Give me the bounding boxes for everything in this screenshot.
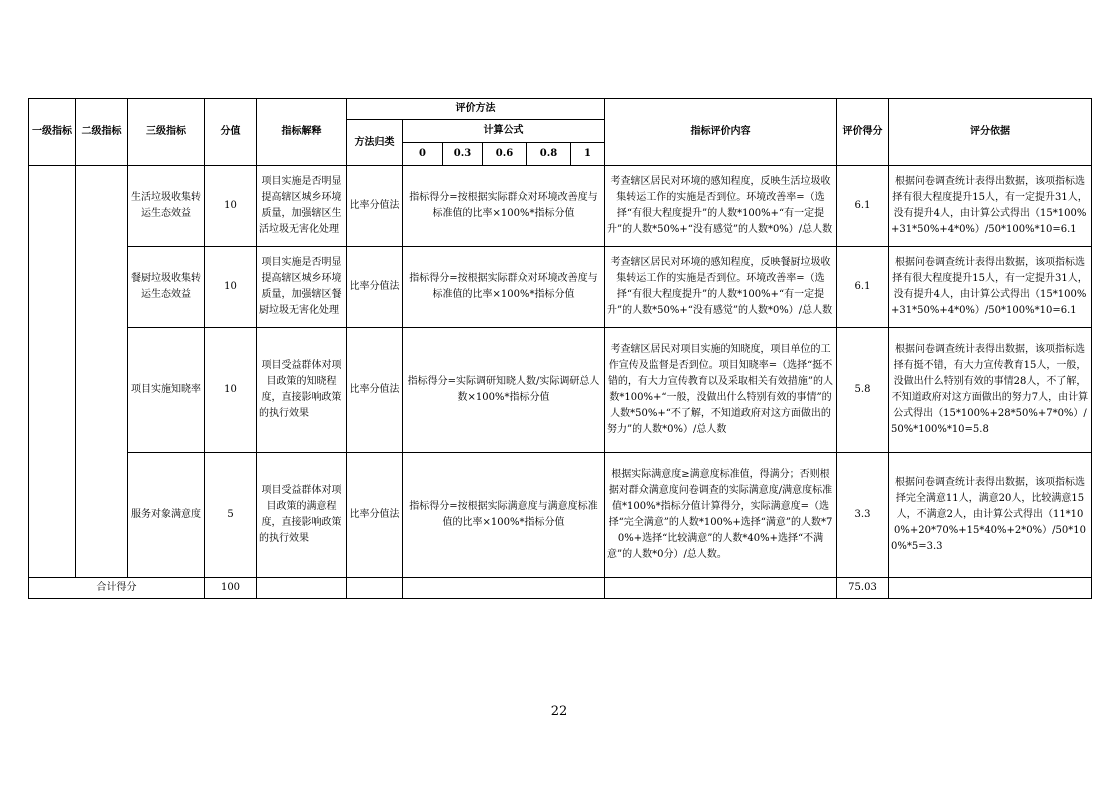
header-score: 分值 (205, 99, 257, 166)
total-empty-basis (889, 578, 1092, 599)
header-level2: 二级指标 (76, 99, 128, 166)
indicator-score: 10 (205, 328, 257, 453)
indicator-explanation: 项目受益群体对项目政策的满意程度，直接影响政策的执行效果 (257, 453, 347, 578)
total-empty-formula (403, 578, 605, 599)
total-empty-explanation (257, 578, 347, 599)
formula: 指标得分=按根据实际群众对环境改善度与标准值的比率×100%*指标分值 (403, 166, 605, 247)
indicator-name: 餐厨垃圾收集转运生态效益 (128, 247, 205, 328)
indicator-score: 10 (205, 166, 257, 247)
formula: 指标得分=实际调研知晓人数/实际调研总人数×100%*指标分值 (403, 328, 605, 453)
evaluation-result: 3.3 (837, 453, 889, 578)
method-type: 比率分值法 (347, 328, 403, 453)
scoring-basis: 根据问卷调查统计表得出数据，该项指标选择有很大程度提升15人，有一定提升31人，没有提升4人，由计算公式得出（15*100%+31*50%+4*0%）/50*100%*10=6.1 (889, 166, 1092, 247)
method-type: 比率分值法 (347, 166, 403, 247)
indicator-explanation: 项目实施是否明显提高辖区城乡环境质量，加强辖区生活垃圾无害化处理 (257, 166, 347, 247)
table-row (29, 453, 1092, 578)
level2-cell (76, 166, 128, 578)
evaluation-content: 考查辖区居民对环境的感知程度，反映生活垃圾收集转运工作的实施是否到位。环境改善率=（选择“有很大程度提升”的人数*100%+“有一定提升”的人数*50%+“没有感觉”的人数*0%）/总人数 (605, 166, 837, 247)
indicator-name: 服务对象满意度 (128, 453, 205, 578)
evaluation-result: 6.1 (837, 166, 889, 247)
method-type: 比率分值法 (347, 453, 403, 578)
header-coef-1: 0.3 (443, 143, 483, 166)
header-eval-method: 评价方法 (347, 99, 605, 120)
header-basis: 评分依据 (889, 99, 1092, 166)
indicator-score: 5 (205, 453, 257, 578)
scoring-basis: 根据问卷调查统计表得出数据，该项指标选择有很大程度提升15人，有一定提升31人，没有提升4人，由计算公式得出（15*100%+31*50%+4*0%）/50*100%*10=6.1 (889, 247, 1092, 328)
page-number: 22 (550, 704, 568, 719)
total-row (29, 578, 1092, 599)
header-explanation: 指标解释 (257, 99, 347, 166)
indicator-name: 生活垃圾收集转运生态效益 (128, 166, 205, 247)
indicator-explanation: 项目受益群体对项目政策的知晓程度，直接影响政策的执行效果 (257, 328, 347, 453)
formula: 指标得分=按根据实际群众对环境改善度与标准值的比率×100%*指标分值 (403, 247, 605, 328)
method-type: 比率分值法 (347, 247, 403, 328)
total-score: 100 (205, 578, 257, 599)
header-level1: 一级指标 (29, 99, 76, 166)
indicator-score: 10 (205, 247, 257, 328)
evaluation-result: 5.8 (837, 328, 889, 453)
formula: 指标得分=按根据实际满意度与满意度标准值的比率×100%*指标分值 (403, 453, 605, 578)
performance-evaluation-table (28, 98, 1092, 599)
total-empty-content (605, 578, 837, 599)
evaluation-result: 6.1 (837, 247, 889, 328)
evaluation-content: 考查辖区居民对项目实施的知晓度，项目单位的工作宣传及监督是否到位。项目知晓率=（选择“挺不错的，有大力宣传教育以及采取相关有效措施”的人数*100%+“一般，没做出什么特别有效的事情”的人数*50%+“不了解，不知道政府对这方面做出的努力”的人数*0%）/总人数 (605, 328, 837, 453)
level1-cell (29, 166, 76, 578)
evaluation-content: 根据实际满意度≥满意度标准值，得满分；否则根据对群众满意度问卷调查的实际满意度/满意度标准值*100%*指标分值计算得分，实际满意度=（选择“完全满意”的人数*100%+选择“满意”的人数*70%+选择“比较满意”的人数*40%+选择“不满意”的人数*0分）/总人数。 (605, 453, 837, 578)
total-empty-method (347, 578, 403, 599)
header-formula: 计算公式 (403, 120, 605, 143)
header-result: 评价得分 (837, 99, 889, 166)
indicator-name: 项目实施知晓率 (128, 328, 205, 453)
header-level3: 三级指标 (128, 99, 205, 166)
header-coef-0: 0 (403, 143, 443, 166)
header-coef-4: 1 (571, 143, 605, 166)
total-label: 合计得分 (29, 578, 205, 599)
table-row (29, 247, 1092, 328)
evaluation-content: 考查辖区居民对环境的感知程度，反映餐厨垃圾收集转运工作的实施是否到位。环境改善率=（选择“有很大程度提升”的人数*100%+“有一定提升”的人数*50%+“没有感觉”的人数*0%）/总人数 (605, 247, 837, 328)
scoring-basis: 根据问卷调查统计表得出数据，该项指标选择有挺不错，有大力宣传教育15人，一般，没做出什么特别有效的事情28人，不了解，不知道政府对这方面做出的努力7人，由计算公式得出（15*100%+28*50%+7*0%）/50%*100%*10=5.8 (889, 328, 1092, 453)
scoring-basis: 根据问卷调查统计表得出数据，该项指标选择完全满意11人，满意20人，比较满意15人，不满意2人，由计算公式得出（11*100%+20*70%+15*40%+2*0%）/50*100%*5=3.3 (889, 453, 1092, 578)
header-content: 指标评价内容 (605, 99, 837, 166)
indicator-explanation: 项目实施是否明显提高辖区城乡环境质量，加强辖区餐厨垃圾无害化处理 (257, 247, 347, 328)
header-coef-2: 0.6 (483, 143, 527, 166)
total-result: 75.03 (837, 578, 889, 599)
table-row (29, 328, 1092, 453)
header-method-type: 方法归类 (347, 120, 403, 166)
header-coef-3: 0.8 (527, 143, 571, 166)
table-row (29, 166, 1092, 247)
